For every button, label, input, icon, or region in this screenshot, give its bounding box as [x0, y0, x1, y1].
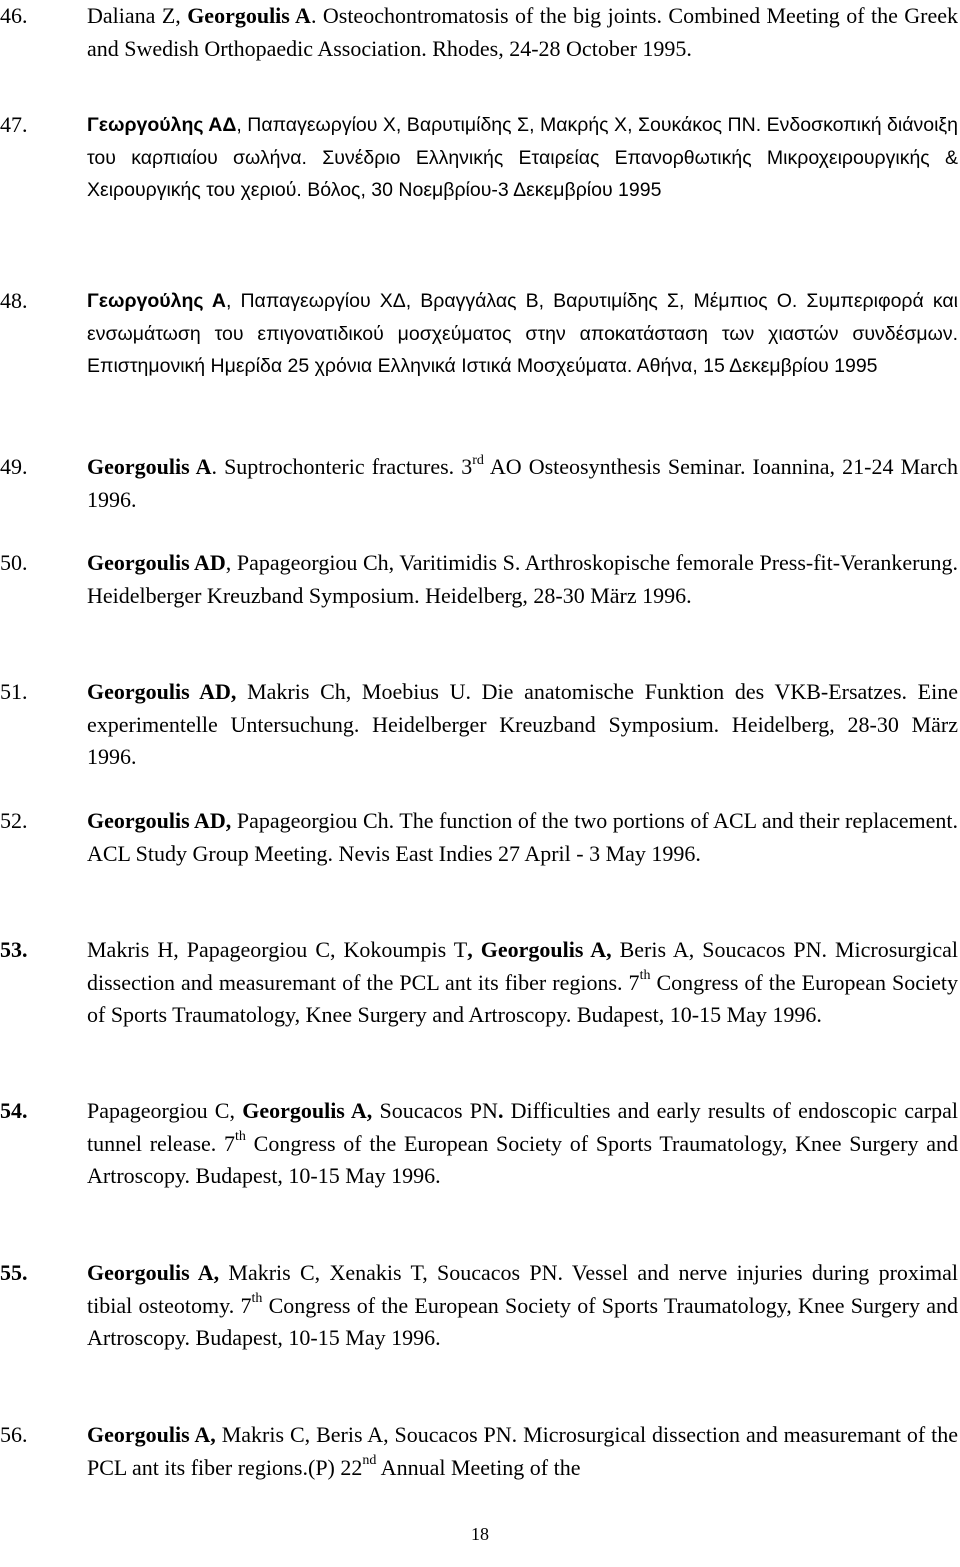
author-name-bold: Georgoulis A, — [242, 1098, 373, 1123]
text-run: Beris A, Soucacos PN. Microsurgical dissection and measuremant of the PCL ant its fiber regions. 7 — [87, 937, 958, 995]
reference-number: 47. — [0, 112, 28, 137]
reference-text — [87, 451, 958, 516]
text-run: Soucacos PN — [372, 1098, 498, 1123]
text-run: Daliana Z, — [87, 3, 188, 28]
author-name-bold: Georgoulis A, — [87, 1260, 220, 1285]
text-run: , Παπαγεωργίου ΧΔ, Βραγγάλας Β, Βαρυτιμίδης Σ, Μέμπιος Ο. Συμπεριφορά και ενσωμάτωση του επιγονατιδικού μοσχεύματος στην αποκατάσταση των χιαστών συνδέσμων. Επιστημονική Ημερίδα 25 χρόνια Ελληνικά Ιστικά Μοσχεύματα. Αθήνα, 15 Δεκεμβρίου 1995 — [87, 290, 958, 377]
text-run: , Papageorgiou Ch, Varitimidis S. Arthroskopische femorale Press-fit-Verankerung. Heidelberger Kreuzband Symposium. Heidelberg, 28-30 März 1996. — [87, 550, 958, 608]
text-run: Makris C, Beris A, Soucacos PN. Microsurgical dissection and measuremant of the PCL ant its fiber regions.(P) 22 — [87, 1422, 959, 1480]
text-run: Makris Ch, Moebius U. Die anatomische Funktion des VKB-Ersatzes. Eine experimentelle Untersuchung. Heidelberger Kreuzband Symposium. Heidelberg, 28-30 März 1996. — [87, 679, 958, 769]
reference-number: 53. — [0, 937, 28, 962]
reference-text — [87, 1257, 958, 1355]
author-name-bold: Γεωργούλης ΑΔ — [87, 114, 237, 136]
text-run: Difficulties and early results of endoscopic carpal tunnel release. 7 — [87, 1098, 958, 1156]
reference-number: 48. — [0, 288, 28, 313]
reference-text — [87, 285, 958, 383]
superscript: th — [235, 1129, 246, 1145]
reference-text — [87, 547, 958, 612]
author-name-bold: Γεωργούλης Α — [87, 290, 226, 312]
reference-number: 46. — [0, 3, 28, 28]
author-name-bold: , Georgoulis A, — [467, 937, 612, 962]
reference-number: 54. — [0, 1098, 28, 1123]
superscript: nd — [362, 1453, 377, 1469]
reference-number: 49. — [0, 454, 28, 479]
author-name-bold: Georgoulis AD, — [87, 679, 237, 704]
text-run: Makris C, Xenakis T, Soucacos PN. Vessel and nerve injuries during proximal tibial osteotomy. 7 — [87, 1260, 958, 1318]
reference-text — [87, 1419, 958, 1484]
text-run: Papageorgiou C, — [87, 1098, 243, 1123]
author-name-bold: Georgoulis AD, — [87, 808, 232, 833]
text-run: AO Osteosynthesis Seminar. Ioannina, 21-24 March 1996. — [87, 454, 958, 512]
text-run: Congress of the European Society of Sports Traumatology, Knee Surgery and Artroscopy. Budapest, 10-15 May 1996. — [87, 1292, 958, 1350]
reference-number: 55. — [0, 1260, 28, 1285]
text-run: , Παπαγεωργίου Χ, Βαρυτιμίδης Σ, Μακρής Χ, Σουκάκος ΠΝ. Ενδοσκοπική διάνοιξη του καρπιαίου σωλήνα. Συνέδριο Ελληνικής Εταιρείας Επανορθωτικής Μικροχειρουργικής & Χειρουργικής του χεριού. Βόλος, 30 Νοεμβρίου-3 Δεκεμβρίου 1995 — [87, 114, 959, 201]
superscript: rd — [472, 452, 484, 468]
text-run: Congress of the European Society of Sports Traumatology, Knee Surgery and Artroscopy. Budapest, 10-15 May 1996. — [87, 969, 958, 1027]
author-name-bold: Georgoulis A — [87, 454, 212, 479]
author-name-bold: Georgoulis A — [187, 3, 311, 28]
reference-number: 56. — [0, 1422, 28, 1447]
reference-text — [87, 805, 958, 870]
text-run: Annual Meeting of the — [376, 1454, 581, 1480]
superscript: th — [251, 1291, 263, 1307]
author-name-bold: Georgoulis AD — [87, 550, 226, 575]
author-name-bold: Georgoulis A, — [87, 1422, 216, 1447]
reference-number: 50. — [0, 550, 28, 575]
author-name-bold: . — [497, 1098, 504, 1123]
reference-text — [87, 0, 958, 65]
reference-number: 51. — [0, 679, 28, 704]
text-run: Makris H, Papageorgiou C, Kokoumpis T — [87, 937, 468, 962]
text-run: . Suptrochonteric fractures. 3 — [211, 454, 473, 479]
reference-number: 52. — [0, 808, 28, 833]
text-run: Papageorgiou Ch. The function of the two portions of ACL and their replacement. ACL Study Group Meeting. Nevis East Indies 27 April - 3 May 1996. — [87, 808, 958, 866]
reference-text — [87, 934, 958, 1032]
reference-text — [87, 109, 958, 207]
reference-text — [87, 1095, 958, 1193]
superscript: th — [639, 968, 651, 984]
text-run: Congress of the European Society of Sports Traumatology, Knee Surgery and Artroscopy. Budapest, 10-15 May 1996. — [87, 1130, 958, 1188]
reference-text — [87, 676, 958, 774]
text-run: . Osteochontromatosis of the big joints. Combined Meeting of the Greek and Swedish Orthopaedic Association. Rhodes, 24-28 October 1995. — [87, 3, 958, 61]
page-number: 18 — [471, 1524, 489, 1544]
